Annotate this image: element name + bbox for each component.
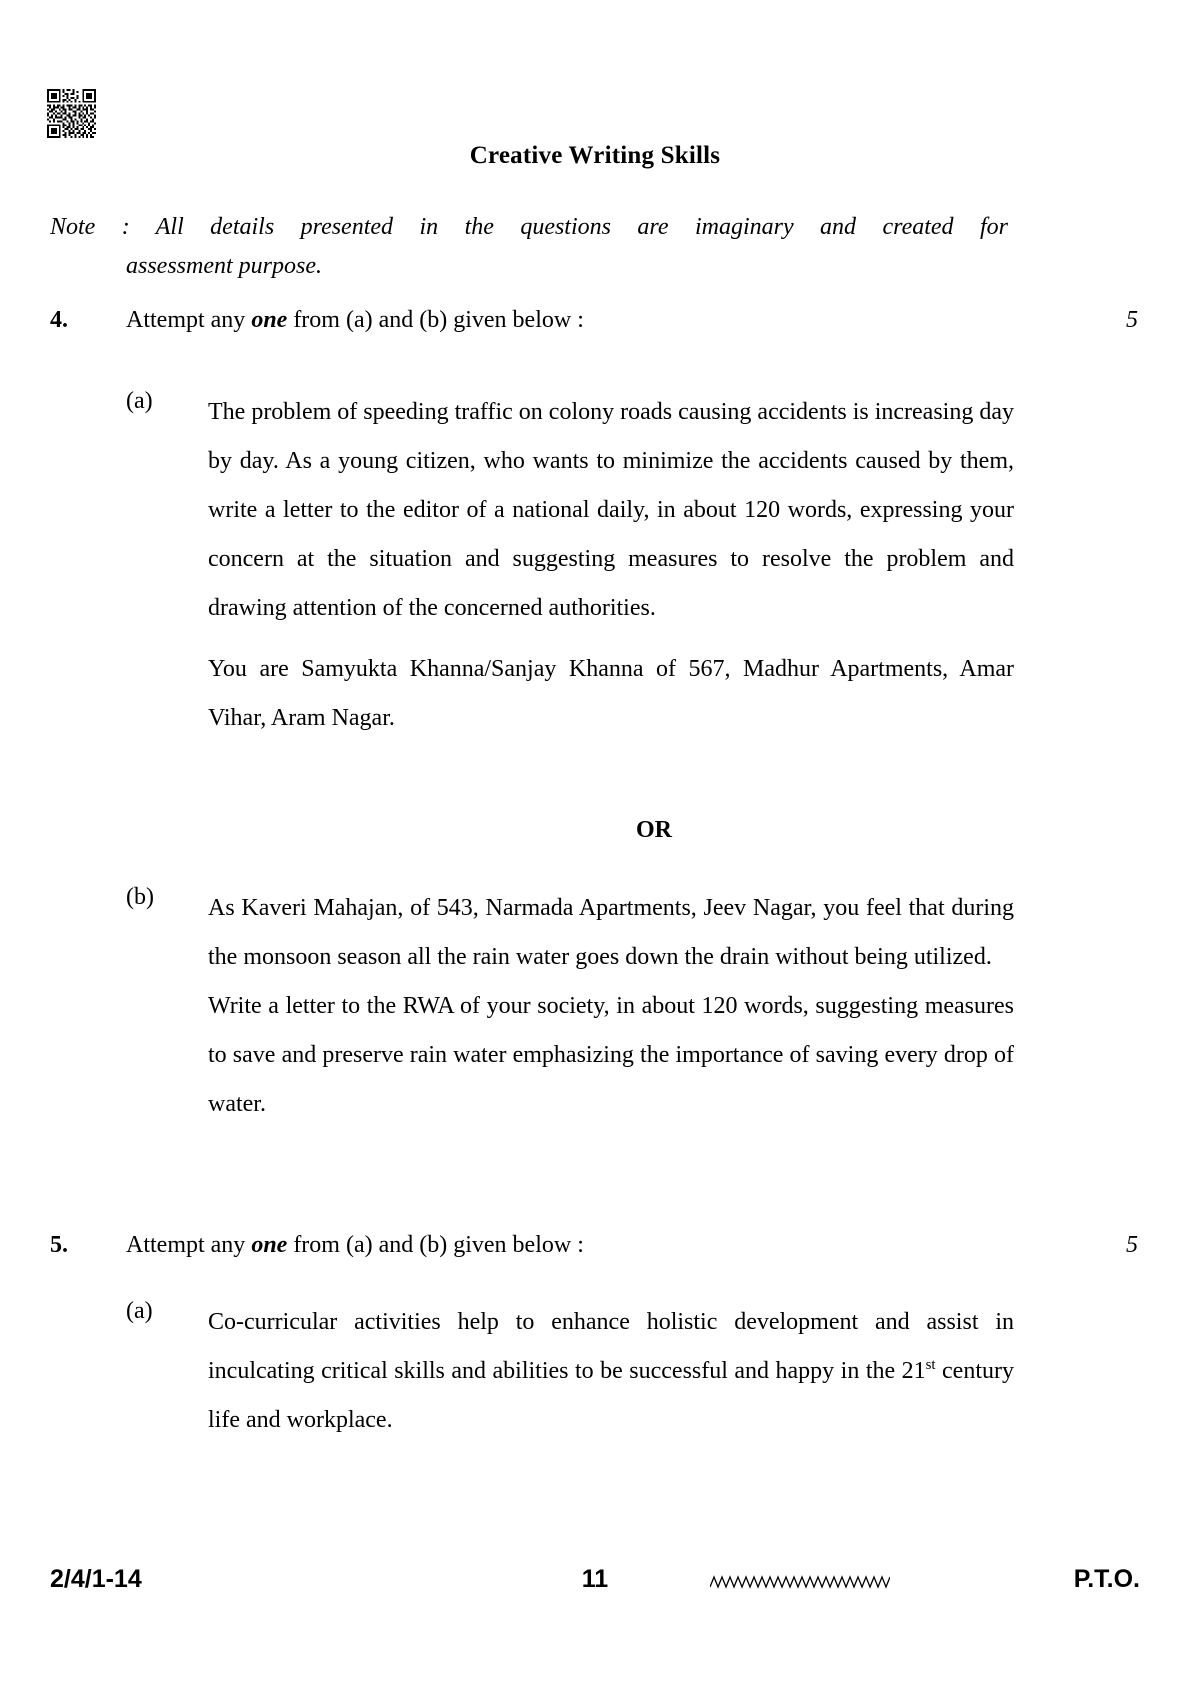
qr-code xyxy=(47,89,96,138)
question-5-part-a-text-post: century life and workplace. xyxy=(208,1358,1014,1433)
footer-paper-code: 2/4/1-14 xyxy=(50,1565,142,1593)
page-title: Creative Writing Skills xyxy=(469,142,721,169)
question-4-part-b-body xyxy=(208,884,1014,1129)
question-5-stem-before: Attempt any xyxy=(126,1232,252,1258)
question-5-marks: 5 xyxy=(1126,1232,1138,1258)
question-4-part-b-label: (b) xyxy=(126,884,154,910)
question-4-part-b-paragraph-1: As Kaveri Mahajan, of 543, Narmada Apartments, Jeev Nagar, you feel that during the monsoon season all the rain water goes down the drain without being utilized. xyxy=(208,895,1014,970)
question-5-part-a-text-pre: Co-curricular activities help to enhance holistic development and assist in inculcating critical skills and abilities to be successful and happy in the 21 xyxy=(208,1309,1014,1384)
footer-page-number: 11 xyxy=(581,1565,609,1593)
question-4-part-a-paragraph-1: The problem of speeding traffic on colony roads causing accidents is increasing day by day. As a young citizen, who wants to minimize the accidents caused by them, write a letter to the editor of a national daily, in about 120 words, expressing your concern at the situation and suggesting measures to resolve the problem and drawing attention of the concerned authorities. xyxy=(208,399,1014,621)
ordinal-suffix: st xyxy=(925,1357,936,1373)
question-5-part-a-paragraph-1 xyxy=(208,1298,1014,1445)
note-block xyxy=(50,208,1008,286)
page-footer xyxy=(0,1565,1190,1605)
question-4-stem-before: Attempt any xyxy=(126,307,252,333)
question-5-part-a-label: (a) xyxy=(126,1298,153,1324)
question-5-number: 5. xyxy=(50,1232,68,1258)
question-5-part-a-body xyxy=(208,1298,1014,1445)
question-5-stem xyxy=(126,1232,584,1259)
note-line-2: assessment purpose. xyxy=(126,253,322,279)
or-separator: OR xyxy=(636,817,672,843)
note-line-1: Note : All details presented in the questions are imaginary and created for xyxy=(50,214,1008,240)
question-4-stem xyxy=(126,307,584,334)
question-4-part-a-paragraph-2: You are Samyukta Khanna/Sanjay Khanna of 567, Madhur Apartments, Amar Vihar, Aram Nagar. xyxy=(208,656,1014,731)
question-4-stem-after: from (a) and (b) given below : xyxy=(287,307,584,333)
question-4-stem-emphasis: one xyxy=(251,307,288,333)
question-4-part-a-label: (a) xyxy=(126,388,153,414)
question-4-part-a-body xyxy=(208,388,1014,743)
question-4-part-b xyxy=(126,884,1014,1129)
question-5-stem-after: from (a) and (b) given below : xyxy=(287,1232,584,1258)
footer-pto-label: P.T.O. xyxy=(1073,1565,1140,1593)
question-5-stem-emphasis: one xyxy=(251,1232,288,1258)
zigzag-rule-icon xyxy=(710,1571,890,1593)
question-4-marks: 5 xyxy=(1126,307,1138,333)
question-4-part-b-paragraph-2: Write a letter to the RWA of your society, in about 120 words, suggesting measures to save and preserve rain water emphasizing the importance of saving every drop of water. xyxy=(208,993,1014,1117)
question-4-part-a xyxy=(126,388,1014,743)
question-4-number: 4. xyxy=(50,307,68,333)
question-5-part-a xyxy=(126,1298,1014,1445)
